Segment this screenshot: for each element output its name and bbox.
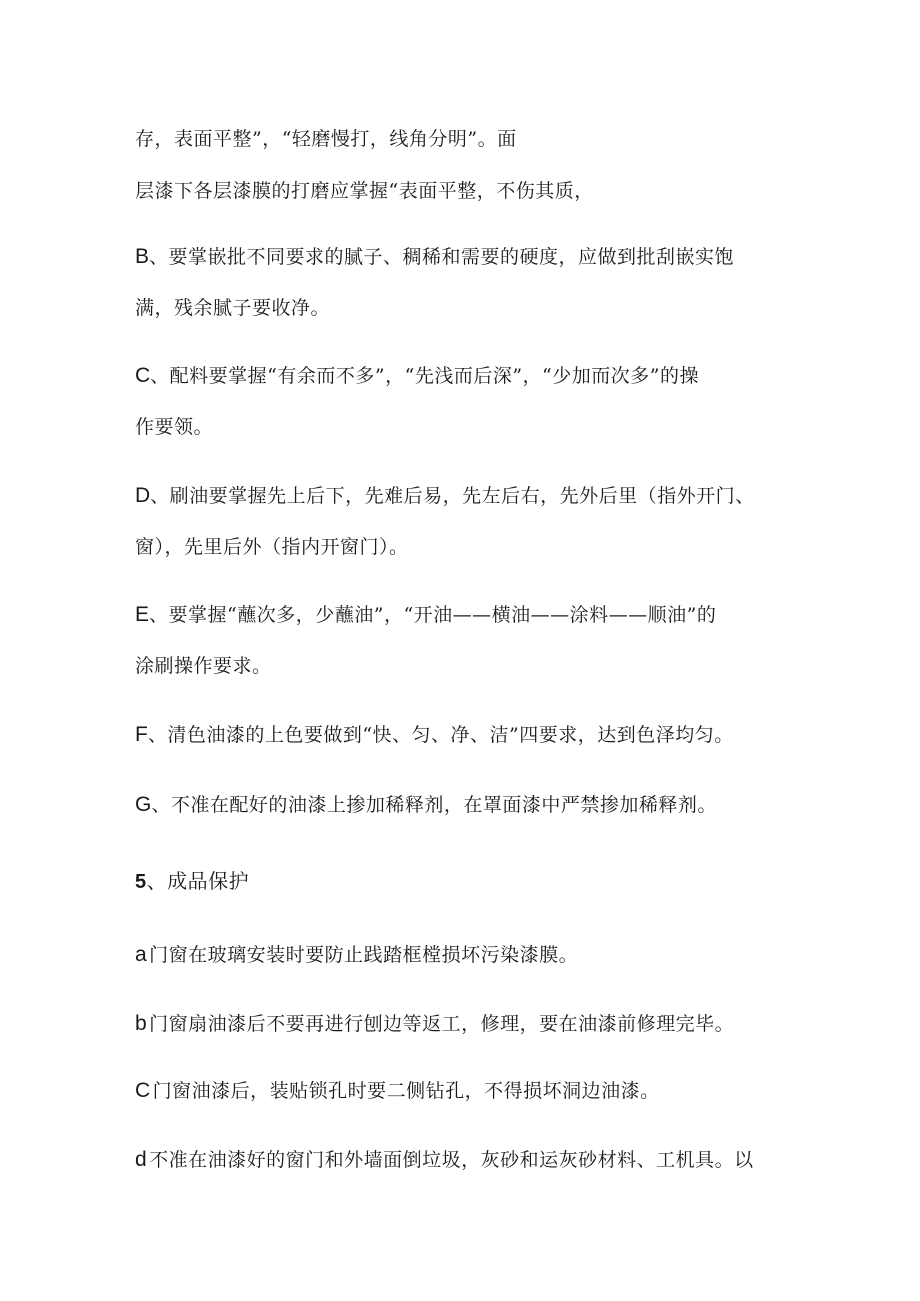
section-title: 、成品保护	[146, 869, 250, 893]
line-text: 存，表面平整”，“轻磨慢打，线角分明”。面	[135, 128, 517, 150]
line-text: 窗），先里后外（指内开窗门）。	[135, 536, 409, 558]
text-line	[135, 179, 594, 203]
item-e-line	[135, 603, 716, 627]
item-marker: a	[135, 943, 147, 966]
item-marker: E	[135, 603, 150, 626]
item-marker: d	[135, 1148, 147, 1171]
text-line	[135, 535, 409, 559]
line-text: 层漆下各层漆膜的打磨应掌握“表面平整，不伤其质，	[135, 180, 594, 202]
text-line	[135, 654, 272, 678]
item-d-line	[135, 484, 755, 508]
line-text: 门窗在玻璃安装时要防止践踏框樘损坏污染漆膜。	[149, 944, 579, 966]
line-text: 涂刷操作要求。	[135, 655, 272, 677]
item-f-line	[135, 723, 734, 747]
line-text: 满，残余腻子要收净。	[135, 297, 331, 319]
line-text: 、不准在配好的油漆上掺加稀释剂，在罩面漆中严禁掺加稀释剂。	[151, 794, 717, 816]
item-g-line	[135, 793, 717, 817]
item-marker: C	[135, 364, 151, 387]
item-marker: b	[135, 1012, 147, 1035]
item-marker: B	[135, 245, 150, 268]
line-text: 门窗扇油漆后不要再进行刨边等返工，修理，要在油漆前修理完毕。	[149, 1013, 735, 1035]
item-marker: C	[135, 1079, 151, 1102]
item-marker: D	[135, 484, 151, 507]
line-text: 、清色油漆的上色要做到“快、匀、净、洁”四要求，达到色泽均匀。	[147, 724, 734, 746]
text-line	[135, 296, 330, 320]
item-c-lower-line	[135, 1079, 660, 1103]
line-text: 、配料要掌握“有余而不多”，“先浅而后深”，“少加而次多”的操	[150, 365, 699, 387]
line-text: 作要领。	[135, 416, 214, 438]
item-c-line	[135, 364, 699, 388]
item-b-lower-line	[135, 1012, 734, 1036]
item-d-lower-line	[135, 1148, 754, 1172]
line-text: 、要掌嵌批不同要求的腻子、稠稀和需要的硬度，应做到批刮嵌实饱	[149, 246, 735, 268]
item-b-line	[135, 245, 734, 269]
section-number: 5	[135, 871, 147, 893]
line-text: 不准在油漆好的窗门和外墙面倒垃圾，灰砂和运灰砂材料、工机具。以	[149, 1149, 754, 1171]
text-line	[135, 127, 517, 151]
item-a-line	[135, 943, 578, 967]
section-heading	[135, 869, 249, 894]
item-marker: F	[135, 723, 148, 746]
text-line	[135, 415, 213, 439]
line-text: 、要掌握“蘸次多，少蘸油”，“开油——横油——涂料——顺油”的	[149, 604, 717, 626]
line-text: 、刷油要掌握先上后下，先难后易，先左后右，先外后里（指外开门、	[150, 485, 755, 507]
line-text: 门窗油漆后，装贴锁孔时要二侧钻孔，不得损坏洞边油漆。	[152, 1080, 660, 1102]
item-marker: G	[135, 793, 152, 816]
